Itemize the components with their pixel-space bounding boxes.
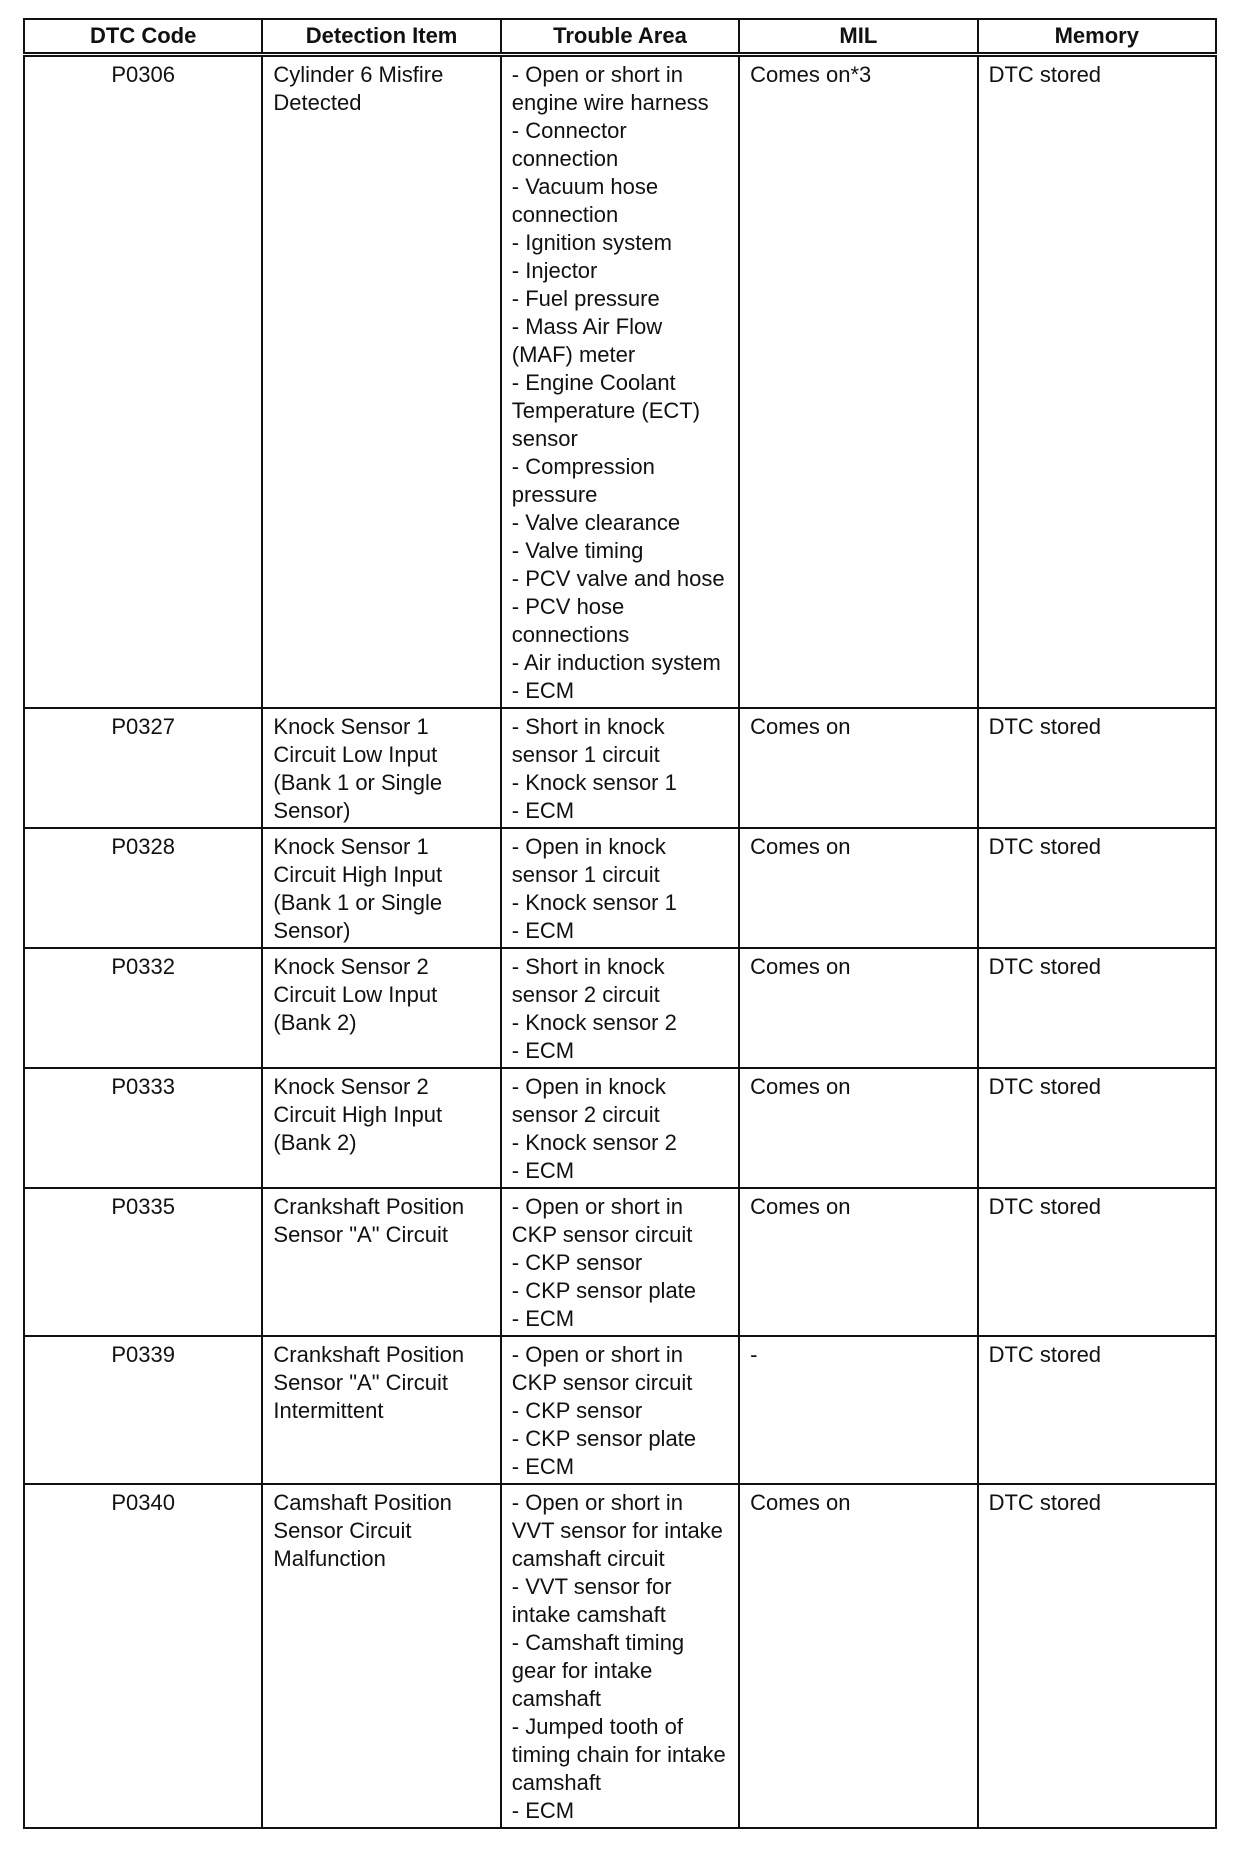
trouble-area-cell [501,1336,739,1484]
trouble-area-item: - Camshaft timing gear for intake camshaft [511,1630,685,1711]
memory-cell: DTC stored [978,948,1216,1068]
trouble-area-item: - Valve timing [511,538,644,563]
trouble-area-item: - PCV valve and hose [511,566,725,591]
trouble-area-item: - Compression pressure [511,454,655,507]
trouble-area-item: - Knock sensor 1 [511,890,677,915]
table-row [24,1068,1216,1188]
header-dtc-code: DTC Code [24,19,262,55]
trouble-area-cell [501,1188,739,1336]
dtc-code-cell: P0333 [24,1068,262,1188]
trouble-area-item: - VVT sensor for intake camshaft [511,1574,672,1627]
trouble-area-item: - ECM [511,1306,575,1331]
trouble-area-item: - ECM [511,678,575,703]
table-row [24,55,1216,709]
trouble-area-item: - Knock sensor 2 [511,1010,677,1035]
trouble-area-item: - Knock sensor 2 [511,1130,677,1155]
mil-cell: Comes on [739,1484,977,1828]
dtc-code-cell: P0340 [24,1484,262,1828]
trouble-area-item: - PCV hose connections [511,594,630,647]
mil-cell: Comes on [739,948,977,1068]
header-memory: Memory [978,19,1216,55]
mil-cell: Comes on [739,1188,977,1336]
table-row [24,1336,1216,1484]
mil-cell: Comes on*3 [739,55,977,709]
trouble-area-item: - CKP sensor [511,1250,643,1275]
trouble-area-item: - Knock sensor 1 [511,770,677,795]
header-trouble-area: Trouble Area [501,19,739,55]
trouble-area-item: - ECM [511,798,575,823]
trouble-area-item: - CKP sensor [511,1398,643,1423]
detection-item-cell: Knock Sensor 1 Circuit High Input (Bank 1 or Single Sensor) [262,828,500,948]
dtc-code-cell: P0335 [24,1188,262,1336]
table-row [24,948,1216,1068]
mil-cell: Comes on [739,1068,977,1188]
trouble-area-item: - ECM [511,918,575,943]
memory-cell: DTC stored [978,55,1216,709]
memory-cell: DTC stored [978,708,1216,828]
mil-cell: Comes on [739,828,977,948]
trouble-area-item: - Connector connection [511,118,627,171]
trouble-area-item: - ECM [511,1038,575,1063]
trouble-area-item: - ECM [511,1798,575,1823]
memory-cell: DTC stored [978,1484,1216,1828]
trouble-area-item: - Open or short in engine wire harness [511,62,709,115]
table-row [24,828,1216,948]
trouble-area-item: - Valve clearance [511,510,681,535]
detection-item-cell: Cylinder 6 Misfire Detected [262,55,500,709]
header-detection-item: Detection Item [262,19,500,55]
trouble-area-cell [501,708,739,828]
trouble-area-item: - Air induction system [511,650,721,675]
detection-item-cell: Knock Sensor 2 Circuit Low Input (Bank 2) [262,948,500,1068]
dtc-code-cell: P0327 [24,708,262,828]
trouble-area-item: - Fuel pressure [511,286,660,311]
header-row [24,19,1216,55]
trouble-area-item: - Mass Air Flow (MAF) meter [511,314,663,367]
dtc-code-cell: P0332 [24,948,262,1068]
memory-cell: DTC stored [978,1068,1216,1188]
table-header [24,19,1216,55]
trouble-area-item: - Open or short in CKP sensor circuit [511,1342,693,1395]
trouble-area-cell [501,1068,739,1188]
detection-item-cell: Knock Sensor 2 Circuit High Input (Bank 2) [262,1068,500,1188]
trouble-area-item: - CKP sensor plate [511,1426,697,1451]
trouble-area-item: - ECM [511,1454,575,1479]
memory-cell: DTC stored [978,1188,1216,1336]
trouble-area-cell [501,828,739,948]
trouble-area-item: - Open in knock sensor 1 circuit [511,834,666,887]
trouble-area-item: - Injector [511,258,598,283]
detection-item-cell: Crankshaft Position Sensor "A" Circuit Intermittent [262,1336,500,1484]
trouble-area-cell [501,55,739,709]
trouble-area-item: - CKP sensor plate [511,1278,697,1303]
memory-cell: DTC stored [978,828,1216,948]
mil-cell: Comes on [739,708,977,828]
trouble-area-item: - Short in knock sensor 2 circuit [511,954,665,1007]
table-row [24,708,1216,828]
dtc-code-cell: P0328 [24,828,262,948]
trouble-area-item: - Open or short in CKP sensor circuit [511,1194,693,1247]
trouble-area-item: - Jumped tooth of timing chain for intake camshaft [511,1714,726,1795]
table-row [24,1484,1216,1828]
trouble-area-item: - Ignition system [511,230,672,255]
memory-cell: DTC stored [978,1336,1216,1484]
trouble-area-item: - Open or short in VVT sensor for intake camshaft circuit [511,1490,723,1571]
trouble-area-cell [501,1484,739,1828]
dtc-code-cell: P0306 [24,55,262,709]
trouble-area-item: - Open in knock sensor 2 circuit [511,1074,666,1127]
table-body [24,55,1216,1829]
detection-item-cell: Camshaft Position Sensor Circuit Malfunction [262,1484,500,1828]
mil-cell: - [739,1336,977,1484]
table-row [24,1188,1216,1336]
trouble-area-item: - ECM [511,1158,575,1183]
trouble-area-item: - Short in knock sensor 1 circuit [511,714,665,767]
trouble-area-item: - Vacuum hose connection [511,174,659,227]
dtc-code-cell: P0339 [24,1336,262,1484]
trouble-area-item: - Engine Coolant Temperature (ECT) sensor [511,370,701,451]
header-mil: MIL [739,19,977,55]
detection-item-cell: Knock Sensor 1 Circuit Low Input (Bank 1 or Single Sensor) [262,708,500,828]
trouble-area-cell [501,948,739,1068]
dtc-table [23,18,1217,1829]
detection-item-cell: Crankshaft Position Sensor "A" Circuit [262,1188,500,1336]
